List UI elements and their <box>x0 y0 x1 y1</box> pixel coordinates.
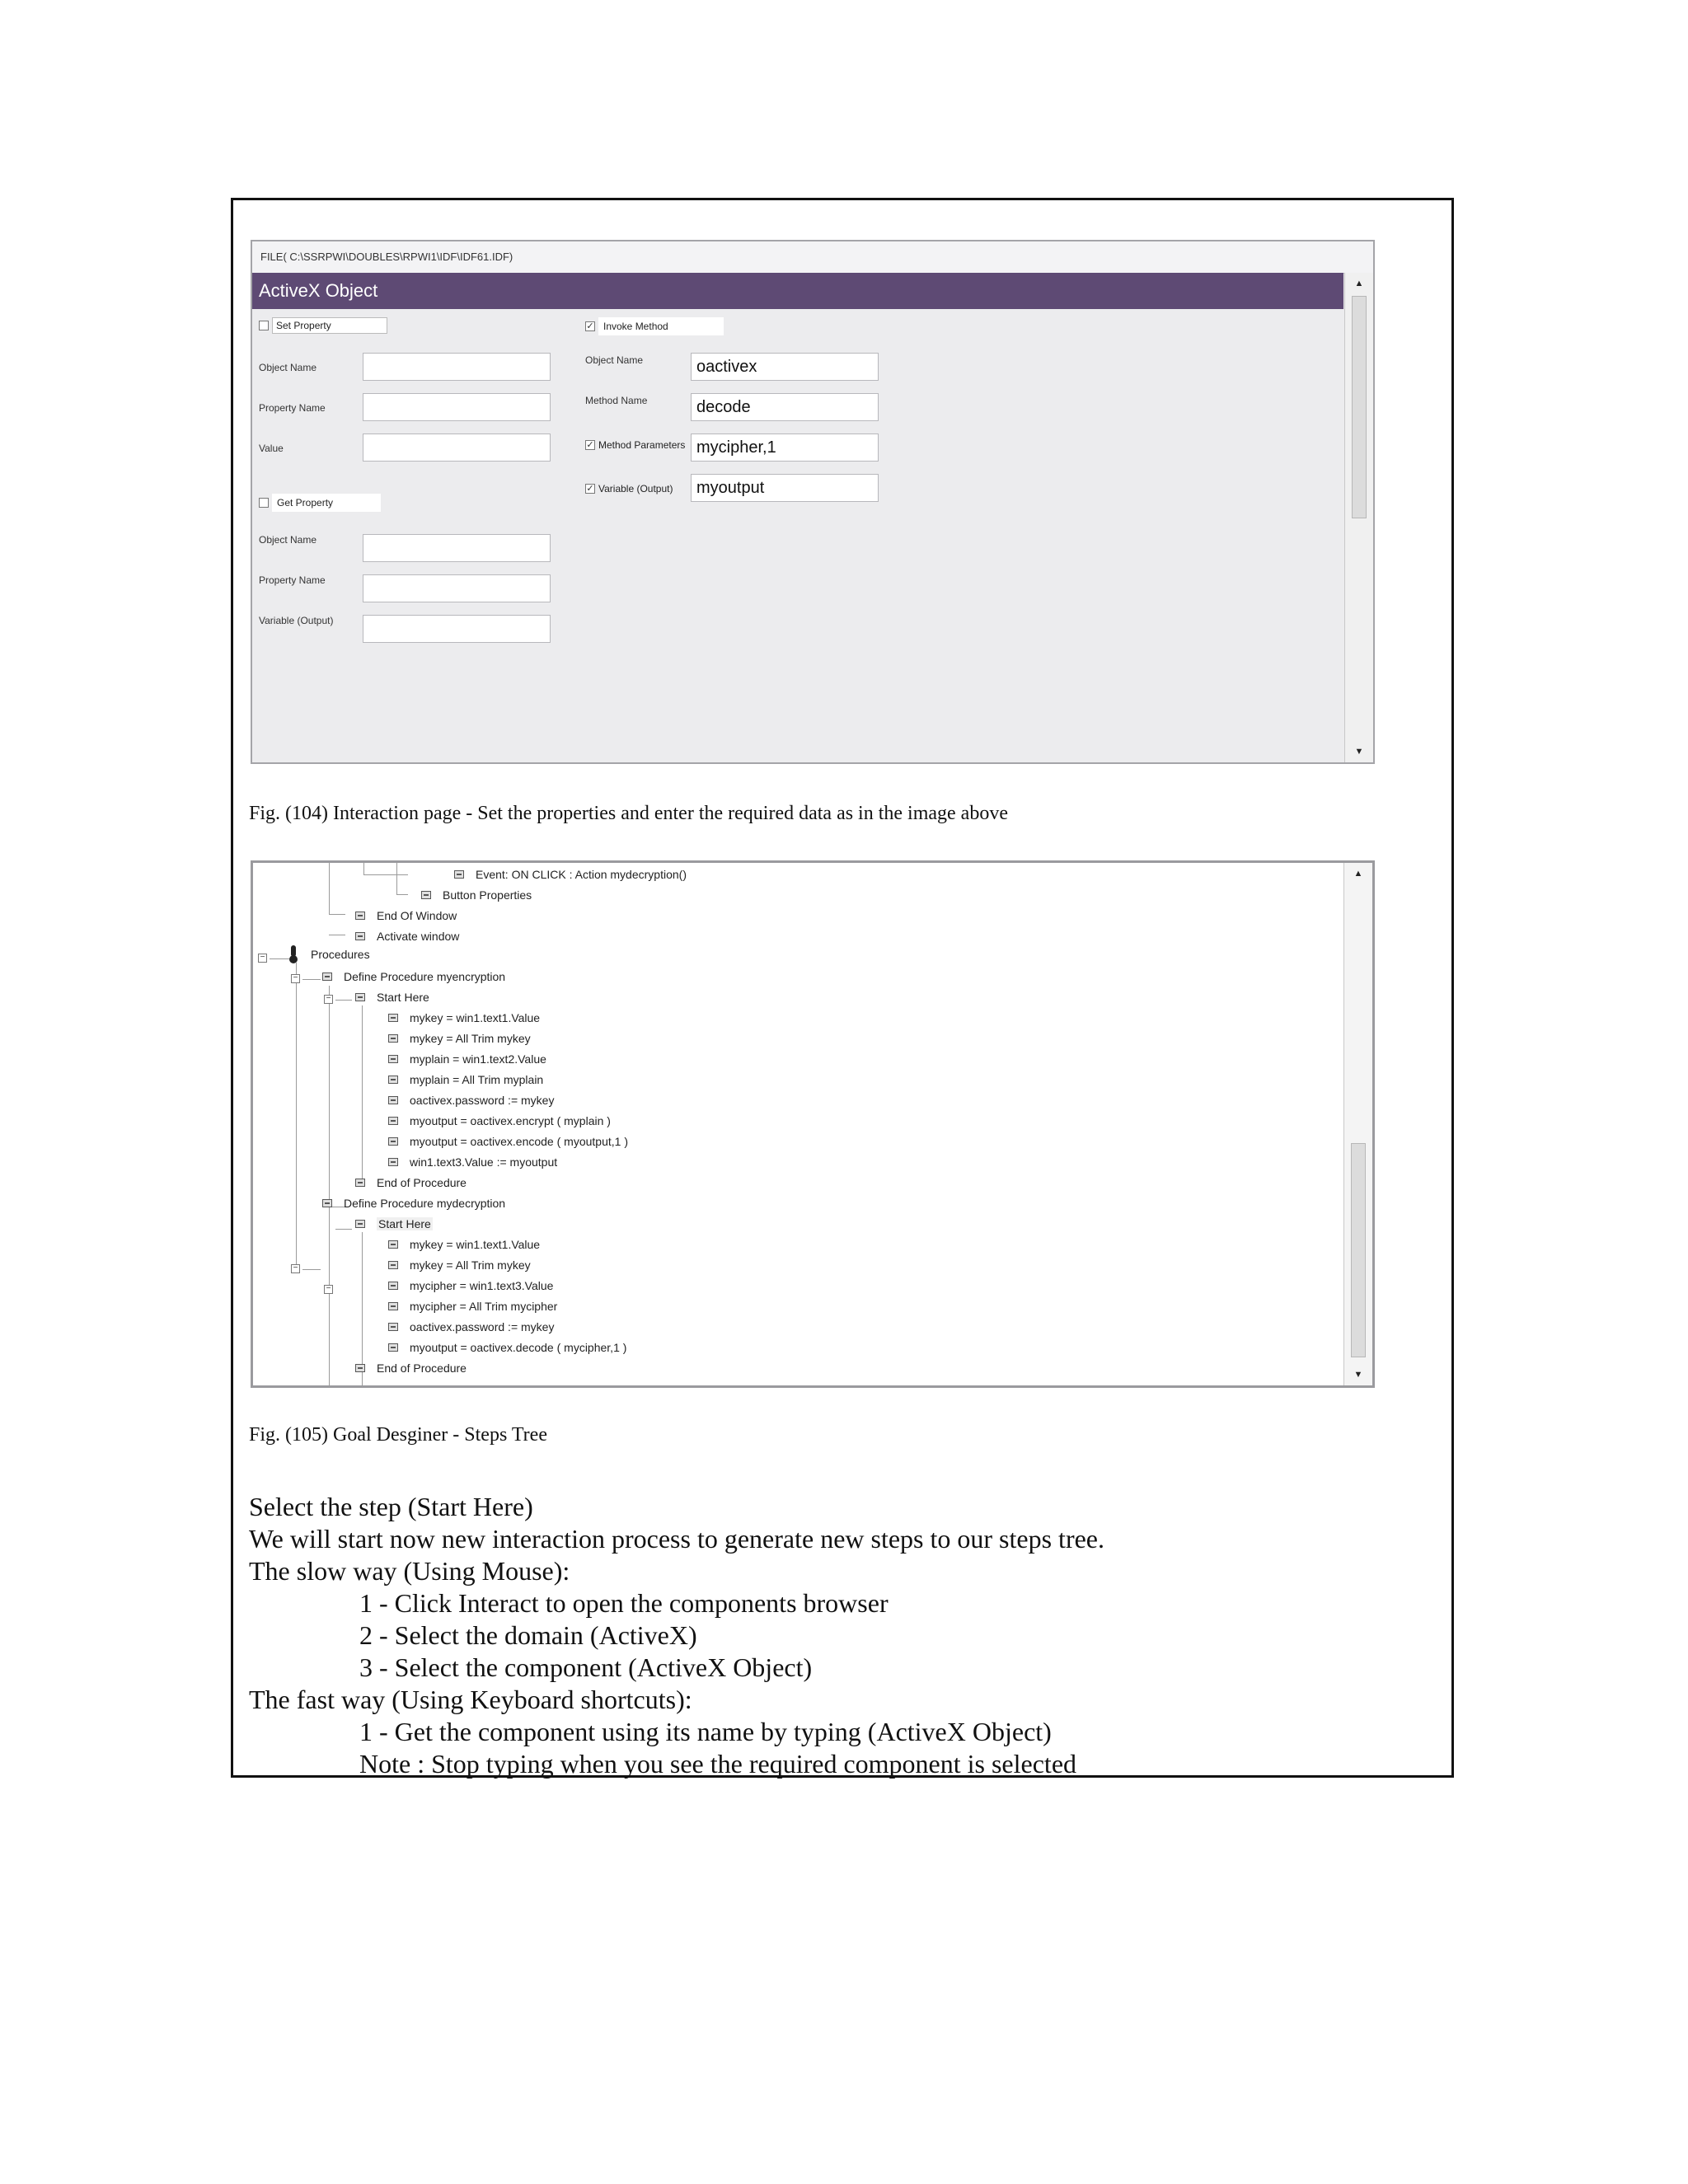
myencryption-collapse-icon[interactable]: − <box>291 974 300 983</box>
tree-node[interactable]: Start Here <box>355 1216 433 1232</box>
method-name-field[interactable]: decode <box>691 393 879 421</box>
tree-node[interactable]: Define Procedure mydecryption <box>322 1195 505 1212</box>
invoke-method-label: Invoke Method <box>598 317 724 335</box>
vertical-scrollbar[interactable] <box>1344 273 1373 762</box>
tree-node[interactable]: mycipher = win1.text3.Value <box>388 1277 553 1294</box>
tree-node[interactable]: oactivex.password := mykey <box>388 1092 554 1108</box>
tree-node[interactable]: myoutput = oactivex.decode ( mycipher,1 ) <box>388 1339 626 1356</box>
scroll-thumb[interactable] <box>1352 296 1367 518</box>
set-property-checkbox[interactable] <box>259 321 269 330</box>
set-property-name-field[interactable] <box>363 393 551 421</box>
activex-interaction-screenshot <box>251 240 1375 764</box>
step-icon <box>388 1323 398 1331</box>
step-icon <box>388 1076 398 1084</box>
invoke-method-checkbox-row[interactable] <box>585 317 724 335</box>
step-icon <box>388 1261 398 1269</box>
step-icon <box>355 1220 365 1228</box>
body-line: Select the step (Start Here) <box>249 1492 533 1521</box>
step-icon <box>388 1137 398 1146</box>
fig105-caption: Fig. (105) Goal Desginer - Steps Tree <box>249 1424 547 1446</box>
scroll-down-arrow-icon[interactable]: ▼ <box>1354 747 1364 757</box>
tree-node[interactable]: mykey = All Trim mykey <box>388 1257 531 1273</box>
step-icon <box>388 1096 398 1104</box>
tree-node[interactable]: Activate window <box>355 928 459 944</box>
window-title: ActiveX Object <box>252 273 1343 309</box>
tree-node[interactable]: myoutput = oactivex.encrypt ( myplain ) <box>388 1113 611 1129</box>
get-property-checkbox-row[interactable] <box>259 494 381 512</box>
get-property-name-label: Property Name <box>259 574 326 586</box>
tree-node[interactable]: mykey = win1.text1.Value <box>388 1010 540 1026</box>
body-line: Note : Stop typing when you see the required component is selected <box>359 1749 1077 1779</box>
tree-node[interactable]: Start Here <box>355 989 429 1005</box>
step-icon <box>355 993 365 1001</box>
step-icon <box>388 1014 398 1022</box>
step-icon <box>421 891 431 899</box>
get-property-checkbox[interactable] <box>259 498 269 508</box>
body-line: 1 - Get the component using its name by typing (ActiveX Object) <box>359 1717 1052 1746</box>
get-variable-label: Variable (Output) <box>259 615 334 626</box>
set-object-name-label: Object Name <box>259 362 317 373</box>
tree-node[interactable]: End of Procedure <box>355 1174 467 1191</box>
body-line: 3 - Select the component (ActiveX Object) <box>359 1652 813 1682</box>
mydecryption-collapse-icon[interactable]: − <box>291 1264 300 1273</box>
body-line: We will start now new interaction process to generate new steps to our steps tree. <box>249 1524 1104 1554</box>
set-property-label: Set Property <box>272 317 387 334</box>
method-params-field[interactable]: mycipher,1 <box>691 434 879 462</box>
get-object-name-field[interactable] <box>363 534 551 562</box>
set-object-name-field[interactable] <box>363 353 551 381</box>
get-property-name-field[interactable] <box>363 574 551 602</box>
body-line: The slow way (Using Mouse): <box>249 1556 570 1586</box>
procedures-icon <box>289 945 298 963</box>
step-icon <box>388 1302 398 1310</box>
get-variable-field[interactable] <box>363 615 551 643</box>
method-params-checkbox-row[interactable] <box>585 439 685 451</box>
steps-tree-screenshot <box>251 860 1375 1388</box>
step-icon <box>388 1282 398 1290</box>
tree-node[interactable]: myoutput = oactivex.encode ( myoutput,1 ) <box>388 1133 628 1150</box>
step-icon <box>388 1117 398 1125</box>
get-object-name-label: Object Name <box>259 534 317 546</box>
step-icon <box>388 1158 398 1166</box>
step-icon <box>388 1240 398 1249</box>
scroll-up-arrow-icon[interactable]: ▲ <box>1353 869 1363 879</box>
tree-node[interactable]: End of Procedure <box>355 1360 467 1376</box>
fig104-caption: Fig. (104) Interaction page - Set the properties and enter the required data as in the image above <box>249 803 1008 824</box>
body-line: 2 - Select the domain (ActiveX) <box>359 1620 697 1650</box>
set-value-label: Value <box>259 443 284 454</box>
method-name-label: Method Name <box>585 395 648 406</box>
tree-node[interactable]: Define Procedure myencryption <box>322 968 505 985</box>
invoke-variable-field[interactable]: myoutput <box>691 474 879 502</box>
step-icon <box>355 1179 365 1187</box>
invoke-variable-label: Variable (Output) <box>598 483 673 494</box>
start-here-2-collapse-icon[interactable]: − <box>324 1285 333 1294</box>
step-icon <box>355 912 365 920</box>
scroll-down-arrow-icon[interactable]: ▼ <box>1353 1370 1363 1380</box>
method-params-checkbox[interactable]: ✓ <box>586 440 594 450</box>
tree-node[interactable]: myplain = win1.text2.Value <box>388 1051 546 1067</box>
tree-node[interactable]: Event: ON CLICK : Action mydecryption() <box>454 866 687 883</box>
set-property-checkbox-row[interactable] <box>259 317 387 334</box>
tree-node[interactable]: win1.text3.Value := myoutput <box>388 1154 557 1170</box>
body-line: The fast way (Using Keyboard shortcuts): <box>249 1685 692 1714</box>
step-icon <box>355 932 365 940</box>
tree-node[interactable]: End Of Window <box>355 907 457 924</box>
method-params-label: Method Parameters <box>598 439 686 451</box>
start-here-1-collapse-icon[interactable]: − <box>324 995 333 1004</box>
procedures-collapse-icon[interactable]: − <box>258 954 267 963</box>
file-path-bar: FILE( C:\SSRPWI\DOUBLES\RPWI1\IDF\IDF61.IDF) <box>252 241 1373 274</box>
set-value-field[interactable] <box>363 434 551 462</box>
step-icon <box>355 1364 365 1372</box>
step-icon <box>322 1199 332 1207</box>
tree-node[interactable]: mykey = All Trim mykey <box>388 1030 531 1047</box>
invoke-object-name-label: Object Name <box>585 354 644 366</box>
step-icon <box>322 972 332 981</box>
scroll-thumb[interactable] <box>1351 1143 1366 1357</box>
tree-node[interactable]: mycipher = All Trim mycipher <box>388 1298 557 1315</box>
tree-node[interactable]: myplain = All Trim myplain <box>388 1071 543 1088</box>
step-icon <box>388 1343 398 1352</box>
step-icon <box>388 1034 398 1043</box>
tree-node[interactable]: Button Properties <box>421 887 532 903</box>
tree-node-procedures[interactable]: Procedures <box>289 946 370 963</box>
set-property-name-label: Property Name <box>259 402 326 414</box>
body-line: 1 - Click Interact to open the components browser <box>359 1588 889 1618</box>
invoke-variable-checkbox-row[interactable] <box>585 483 673 494</box>
step-icon <box>454 870 464 879</box>
step-icon <box>388 1055 398 1063</box>
invoke-variable-checkbox[interactable]: ✓ <box>586 484 594 494</box>
get-property-label: Get Property <box>272 494 381 512</box>
tree-node[interactable]: mykey = win1.text1.Value <box>388 1236 540 1253</box>
invoke-object-name-field[interactable]: oactivex <box>691 353 879 381</box>
tree-node[interactable]: oactivex.password := mykey <box>388 1319 554 1335</box>
scroll-up-arrow-icon[interactable]: ▲ <box>1354 279 1364 288</box>
invoke-method-checkbox[interactable]: ✓ <box>586 321 594 331</box>
tree-vertical-scrollbar[interactable] <box>1343 863 1372 1385</box>
